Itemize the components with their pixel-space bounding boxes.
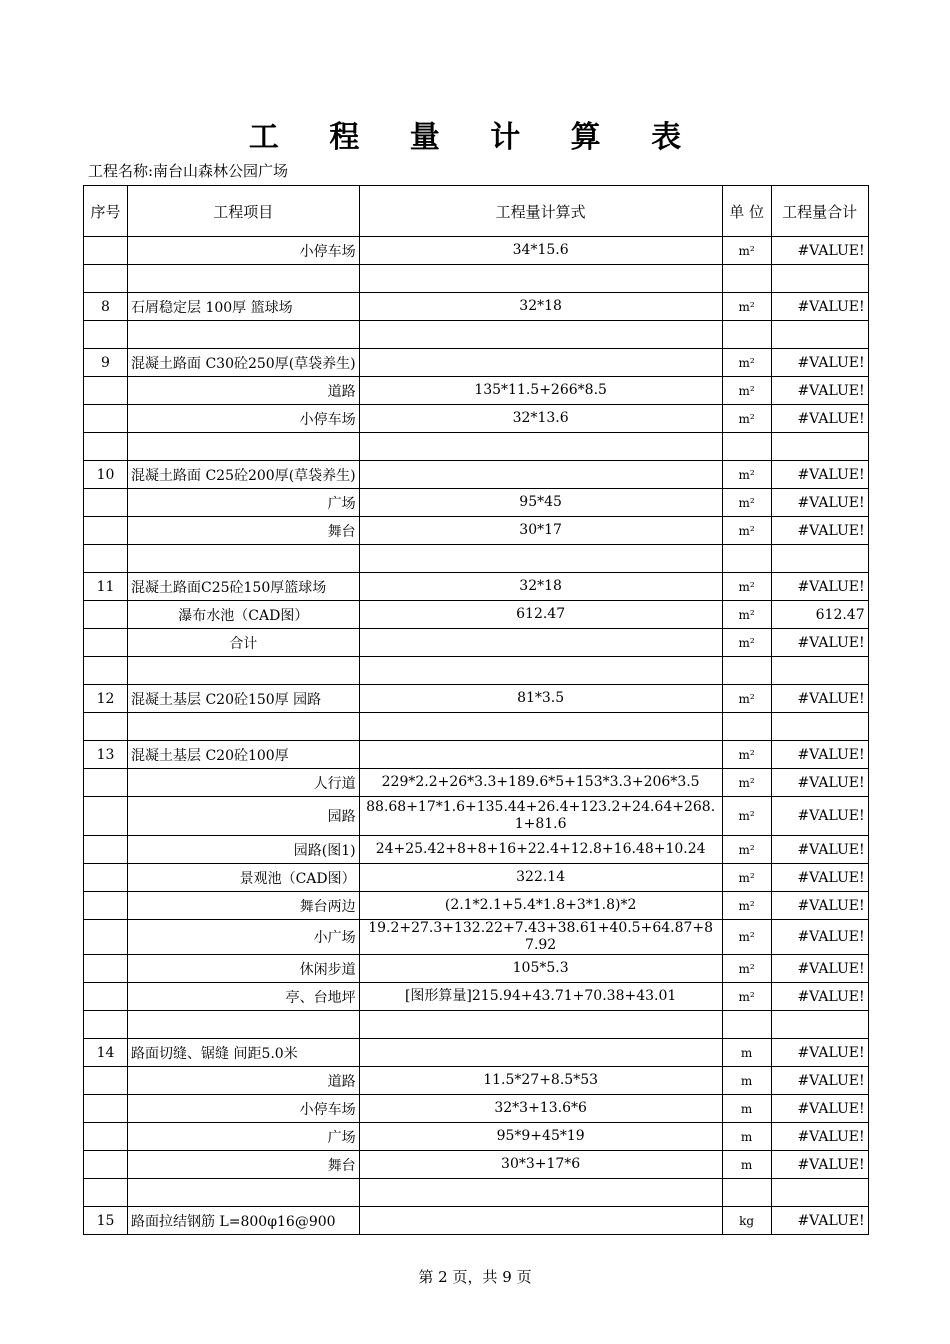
row-total: #VALUE!: [771, 1095, 868, 1123]
row-formula: [359, 321, 722, 349]
row-formula: 322.14: [359, 864, 722, 892]
row-unit: m²: [722, 629, 771, 657]
row-item: 人行道: [128, 769, 360, 797]
row-item: 瀑布水池（CAD图）: [128, 601, 360, 629]
row-formula: 105*5.3: [359, 955, 722, 983]
table-row: [84, 629, 869, 657]
row-total: #VALUE!: [771, 892, 868, 920]
row-item: 混凝土路面 C30砼250厚(草袋养生): [128, 349, 360, 377]
row-total: #VALUE!: [771, 836, 868, 864]
row-number: [84, 1179, 128, 1207]
table-row: [84, 461, 869, 489]
row-item: 混凝土基层 C20砼100厚: [128, 741, 360, 769]
table-row: [84, 769, 869, 797]
row-formula: [359, 1207, 722, 1235]
table-row: [84, 293, 869, 321]
row-number: [84, 377, 128, 405]
row-total: #VALUE!: [771, 1067, 868, 1095]
row-number: [84, 1151, 128, 1179]
row-unit: [722, 1179, 771, 1207]
row-unit: [722, 1011, 771, 1039]
row-total: #VALUE!: [771, 685, 868, 713]
row-formula: [359, 1179, 722, 1207]
row-item: 小停车场: [128, 405, 360, 433]
header-item: 工程项目: [128, 186, 360, 237]
row-item: [128, 545, 360, 573]
row-number: 13: [84, 741, 128, 769]
row-number: [84, 629, 128, 657]
row-number: [84, 517, 128, 545]
row-unit: m²: [722, 517, 771, 545]
row-number: [84, 955, 128, 983]
table-row: [84, 1151, 869, 1179]
table-row: [84, 377, 869, 405]
row-unit: m²: [722, 685, 771, 713]
row-number: 9: [84, 349, 128, 377]
row-formula: [359, 461, 722, 489]
row-unit: [722, 713, 771, 741]
row-unit: [722, 265, 771, 293]
row-total: #VALUE!: [771, 629, 868, 657]
row-formula: 81*3.5: [359, 685, 722, 713]
row-total: [771, 545, 868, 573]
header-row: [84, 186, 869, 237]
row-item: 合计: [128, 629, 360, 657]
table-row: [84, 573, 869, 601]
row-total: [771, 657, 868, 685]
table-row: [84, 920, 869, 955]
row-total: [771, 321, 868, 349]
row-unit: m²: [722, 601, 771, 629]
row-item: 混凝土路面C25砼150厚篮球场: [128, 573, 360, 601]
row-formula: 30*17: [359, 517, 722, 545]
row-total: [771, 1179, 868, 1207]
row-unit: m²: [722, 293, 771, 321]
row-unit: m²: [722, 489, 771, 517]
row-item: 亭、台地坪: [128, 983, 360, 1011]
blank-row: [84, 265, 869, 293]
row-number: [84, 657, 128, 685]
row-number: 14: [84, 1039, 128, 1067]
row-unit: m²: [722, 983, 771, 1011]
row-total: #VALUE!: [771, 489, 868, 517]
row-formula: 95*45: [359, 489, 722, 517]
row-unit: [722, 545, 771, 573]
row-number: [84, 836, 128, 864]
row-number: 15: [84, 1207, 128, 1235]
row-number: [84, 769, 128, 797]
row-total: #VALUE!: [771, 461, 868, 489]
row-unit: m²: [722, 461, 771, 489]
row-formula: 32*18: [359, 293, 722, 321]
row-item: 园路(图1): [128, 836, 360, 864]
row-total: #VALUE!: [771, 864, 868, 892]
row-total: #VALUE!: [771, 405, 868, 433]
row-unit: m²: [722, 955, 771, 983]
header-unit: 单 位: [722, 186, 771, 237]
row-unit: m²: [722, 741, 771, 769]
row-unit: m²: [722, 864, 771, 892]
row-total: #VALUE!: [771, 1039, 868, 1067]
row-formula: [359, 1011, 722, 1039]
row-formula: 32*3+13.6*6: [359, 1095, 722, 1123]
row-total: #VALUE!: [771, 1123, 868, 1151]
row-item: 混凝土基层 C20砼150厚 园路: [128, 685, 360, 713]
quantity-table: [83, 185, 869, 1235]
row-item: 道路: [128, 377, 360, 405]
blank-row: [84, 321, 869, 349]
table-row: [84, 1123, 869, 1151]
table-row: [84, 489, 869, 517]
table-row: [84, 741, 869, 769]
row-number: [84, 864, 128, 892]
row-formula: [359, 265, 722, 293]
blank-row: [84, 1179, 869, 1207]
row-unit: m: [722, 1151, 771, 1179]
header-formula: 工程量计算式: [359, 186, 722, 237]
row-formula: [359, 657, 722, 685]
blank-row: [84, 545, 869, 573]
row-number: [84, 713, 128, 741]
row-item: [128, 433, 360, 461]
row-formula: 612.47: [359, 601, 722, 629]
row-number: [84, 1011, 128, 1039]
row-unit: m²: [722, 237, 771, 265]
row-total: 612.47: [771, 601, 868, 629]
row-item: 小广场: [128, 920, 360, 955]
row-unit: m²: [722, 573, 771, 601]
row-unit: m²: [722, 797, 771, 836]
row-item: 石屑稳定层 100厚 篮球场: [128, 293, 360, 321]
row-number: 12: [84, 685, 128, 713]
row-number: [84, 545, 128, 573]
row-item: 舞台: [128, 1151, 360, 1179]
table-row: [84, 983, 869, 1011]
row-total: #VALUE!: [771, 1207, 868, 1235]
row-total: #VALUE!: [771, 293, 868, 321]
row-number: 11: [84, 573, 128, 601]
row-formula: (2.1*2.1+5.4*1.8+3*1.8)*2: [359, 892, 722, 920]
row-formula: [359, 629, 722, 657]
row-formula: 229*2.2+26*3.3+189.6*5+153*3.3+206*3.5: [359, 769, 722, 797]
row-item: [128, 1179, 360, 1207]
table-row: [84, 237, 869, 265]
row-unit: m²: [722, 892, 771, 920]
row-formula: [359, 349, 722, 377]
row-number: [84, 892, 128, 920]
row-unit: m²: [722, 920, 771, 955]
row-unit: [722, 433, 771, 461]
row-formula: 95*9+45*19: [359, 1123, 722, 1151]
row-total: #VALUE!: [771, 573, 868, 601]
table-row: [84, 685, 869, 713]
row-number: [84, 489, 128, 517]
row-unit: m: [722, 1095, 771, 1123]
row-unit: m: [722, 1039, 771, 1067]
row-formula: 88.68+17*1.6+135.44+26.4+123.2+24.64+268.1+81.6: [359, 797, 722, 836]
project-name: 工程名称:南台山森林公园广场: [88, 162, 289, 180]
table-row: [84, 955, 869, 983]
row-unit: m²: [722, 405, 771, 433]
row-unit: [722, 321, 771, 349]
table-row: [84, 405, 869, 433]
row-item: 舞台两边: [128, 892, 360, 920]
row-formula: 135*11.5+266*8.5: [359, 377, 722, 405]
row-formula: [359, 1039, 722, 1067]
row-total: #VALUE!: [771, 983, 868, 1011]
table-row: [84, 349, 869, 377]
blank-row: [84, 713, 869, 741]
row-item: 小停车场: [128, 237, 360, 265]
row-formula: [359, 741, 722, 769]
blank-row: [84, 657, 869, 685]
row-total: #VALUE!: [771, 769, 868, 797]
row-item: 广场: [128, 489, 360, 517]
row-total: #VALUE!: [771, 349, 868, 377]
row-item: 小停车场: [128, 1095, 360, 1123]
row-total: #VALUE!: [771, 955, 868, 983]
row-item: 园路: [128, 797, 360, 836]
row-unit: [722, 657, 771, 685]
row-unit: m²: [722, 836, 771, 864]
row-item: [128, 657, 360, 685]
row-unit: m²: [722, 769, 771, 797]
blank-row: [84, 1011, 869, 1039]
page-title: 工 程 量 计 算 表: [248, 120, 702, 155]
row-total: #VALUE!: [771, 741, 868, 769]
row-unit: m: [722, 1067, 771, 1095]
row-formula: 32*13.6: [359, 405, 722, 433]
row-formula: [359, 713, 722, 741]
row-number: [84, 1067, 128, 1095]
row-total: #VALUE!: [771, 377, 868, 405]
row-total: #VALUE!: [771, 517, 868, 545]
row-item: 道路: [128, 1067, 360, 1095]
table-row: [84, 864, 869, 892]
row-formula: 32*18: [359, 573, 722, 601]
row-item: [128, 1011, 360, 1039]
row-number: [84, 920, 128, 955]
row-item: 舞台: [128, 517, 360, 545]
row-item: 路面切缝、锯缝 间距5.0米: [128, 1039, 360, 1067]
row-total: #VALUE!: [771, 797, 868, 836]
table-row: [84, 517, 869, 545]
row-number: [84, 433, 128, 461]
row-unit: kg: [722, 1207, 771, 1235]
row-number: [84, 405, 128, 433]
table-row: [84, 1207, 869, 1235]
row-number: [84, 601, 128, 629]
row-number: [84, 1095, 128, 1123]
row-formula: [图形算量]215.94+43.71+70.38+43.01: [359, 983, 722, 1011]
table-row: [84, 1039, 869, 1067]
row-total: [771, 265, 868, 293]
row-item: [128, 713, 360, 741]
row-formula: 19.2+27.3+132.22+7.43+38.61+40.5+64.87+87.92: [359, 920, 722, 955]
table-row: [84, 797, 869, 836]
row-number: [84, 797, 128, 836]
row-item: 景观池（CAD图）: [128, 864, 360, 892]
row-formula: 24+25.42+8+8+16+22.4+12.8+16.48+10.24: [359, 836, 722, 864]
row-formula: 34*15.6: [359, 237, 722, 265]
table-row: [84, 836, 869, 864]
row-formula: [359, 545, 722, 573]
header-no: 序号: [84, 186, 128, 237]
row-total: [771, 433, 868, 461]
row-total: [771, 713, 868, 741]
row-item: 广场: [128, 1123, 360, 1151]
table-row: [84, 892, 869, 920]
blank-row: [84, 433, 869, 461]
table-row: [84, 1095, 869, 1123]
row-unit: m²: [722, 349, 771, 377]
row-number: [84, 1123, 128, 1151]
row-total: [771, 1011, 868, 1039]
page-footer: 第 2 页，共 9 页: [418, 1268, 532, 1286]
row-unit: m²: [722, 377, 771, 405]
row-number: [84, 321, 128, 349]
row-number: [84, 983, 128, 1011]
row-formula: [359, 433, 722, 461]
row-number: 8: [84, 293, 128, 321]
row-number: 10: [84, 461, 128, 489]
row-item: 路面拉结钢筋 L=800φ16@900: [128, 1207, 360, 1235]
table-row: [84, 601, 869, 629]
table-row: [84, 1067, 869, 1095]
row-item: 混凝土路面 C25砼200厚(草袋养生): [128, 461, 360, 489]
row-total: #VALUE!: [771, 920, 868, 955]
row-total: #VALUE!: [771, 1151, 868, 1179]
row-total: #VALUE!: [771, 237, 868, 265]
row-item: [128, 321, 360, 349]
row-number: [84, 237, 128, 265]
header-total: 工程量合计: [771, 186, 868, 237]
row-unit: m: [722, 1123, 771, 1151]
row-formula: 30*3+17*6: [359, 1151, 722, 1179]
row-item: 休闲步道: [128, 955, 360, 983]
row-number: [84, 265, 128, 293]
row-item: [128, 265, 360, 293]
row-formula: 11.5*27+8.5*53: [359, 1067, 722, 1095]
